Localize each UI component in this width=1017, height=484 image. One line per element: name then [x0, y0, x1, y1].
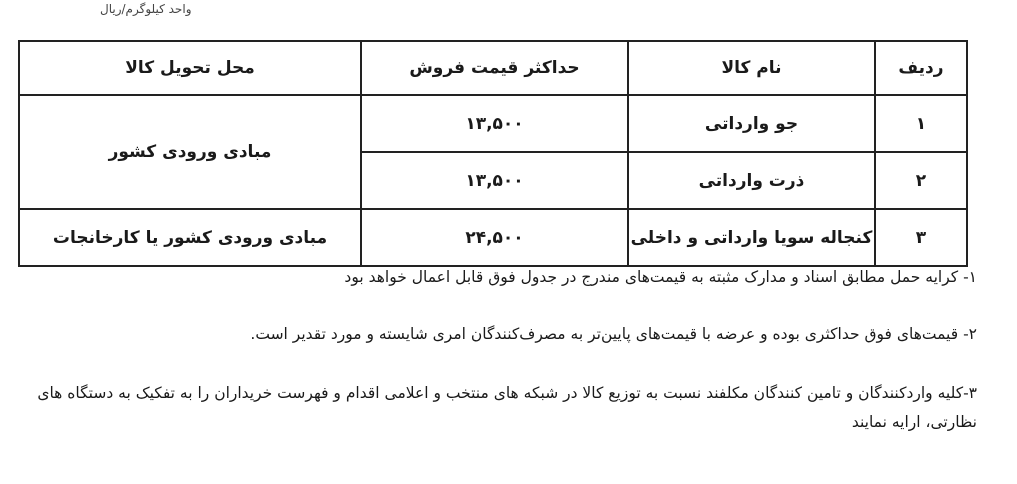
- price-table: [18, 40, 968, 267]
- delivery-place: مبادی ورودی کشور: [19, 95, 361, 209]
- note-3: ۳-کلیه واردکنندگان و تامین کنندگان مکلفند نسبت به توزیع کالا در شبکه های منتخب و اعلامی اقدام و فهرست خریداران را به تفکیک به دستگاه های نظارتی، ارایه نمایند: [37, 384, 977, 431]
- header-product-name: نام کالا: [628, 41, 875, 95]
- max-price: ۱۳,۵۰۰: [361, 95, 628, 152]
- note-2: ۲- قیمت‌های فوق حداکثری بوده و عرضه با قیمت‌های پایین‌تر به مصرف‌کنندگان امری شایسته و مورد تقدیر است.: [250, 325, 977, 343]
- header-max-price: حداکثر قیمت فروش: [361, 41, 628, 95]
- table-row: [19, 209, 967, 266]
- row-number: ۱: [875, 95, 967, 152]
- header-row-number: ردیف: [875, 41, 967, 95]
- header-delivery-place: محل تحویل کالا: [19, 41, 361, 95]
- row-number: ۲: [875, 152, 967, 209]
- max-price: ۱۳,۵۰۰: [361, 152, 628, 209]
- row-number: ۳: [875, 209, 967, 266]
- max-price: ۲۴,۵۰۰: [361, 209, 628, 266]
- delivery-place: مبادی ورودی کشور یا کارخانجات: [19, 209, 361, 266]
- table-row: [19, 95, 967, 152]
- table-header-row: [19, 41, 967, 95]
- product-name: کنجاله سویا وارداتی و داخلی: [628, 209, 875, 266]
- note-1: ۱- کرایه حمل مطابق اسناد و مدارک مثبته به قیمت‌های مندرج در جدول فوق قابل اعمال خواهد بود: [344, 268, 977, 286]
- unit-note: واحد کیلوگرم/ریال: [100, 2, 192, 16]
- product-name: جو وارداتی: [628, 95, 875, 152]
- product-name: ذرت وارداتی: [628, 152, 875, 209]
